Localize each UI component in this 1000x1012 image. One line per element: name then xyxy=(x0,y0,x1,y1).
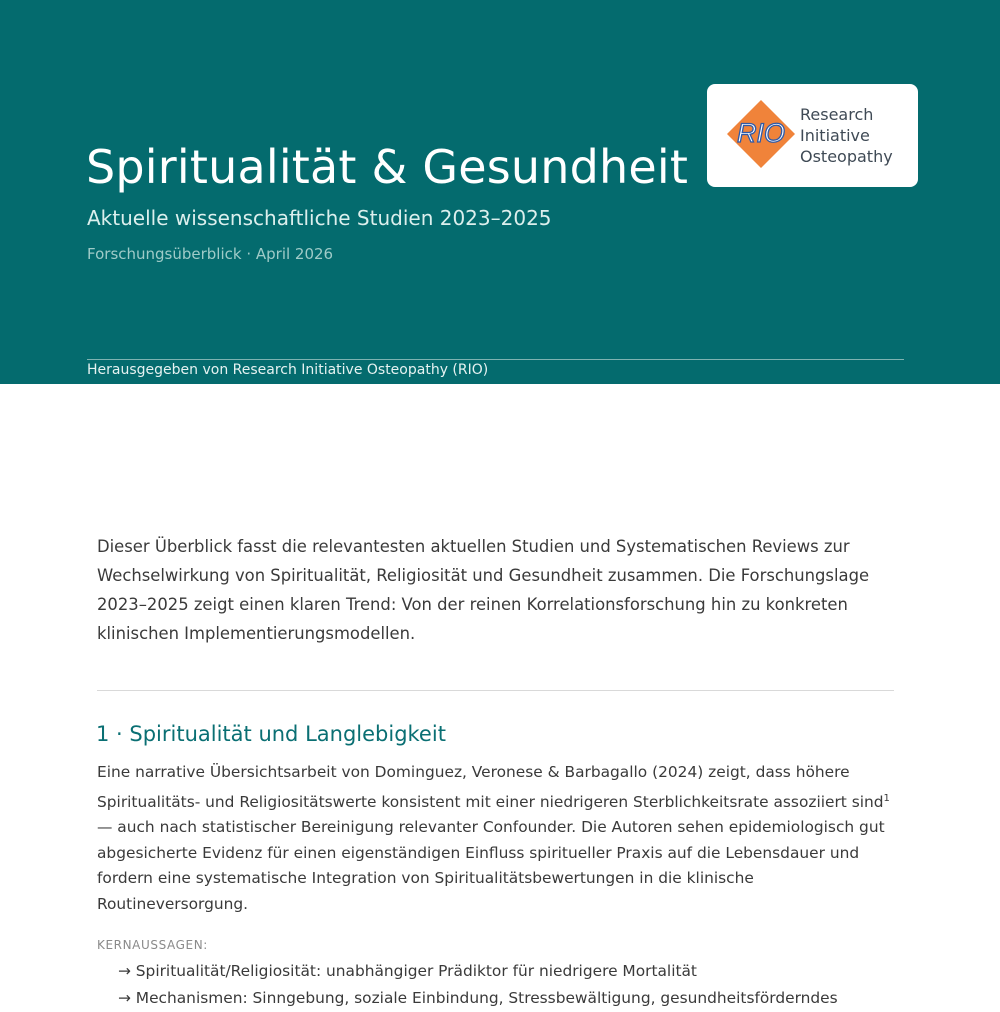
section-divider xyxy=(97,690,894,691)
header-divider xyxy=(87,359,904,360)
logo-line-initiative: Initiative xyxy=(800,126,870,145)
section-body-longevity xyxy=(97,760,897,917)
logo-line-research: Research xyxy=(800,105,874,124)
section-body-part1: Eine narrative Übersichtsarbeit von Dominguez, Veronese & Barbagallo (2024) zeigt, dass höhere Spiritualitäts- und Religiositätswerte konsistent mit einer niedrigeren Sterblichkeitsrate assoziiert sind xyxy=(97,763,884,811)
key-points-label: KERNAUSSAGEN: xyxy=(97,938,208,952)
section-heading-longevity: 1 · Spiritualität und Langlebigkeit xyxy=(96,722,446,746)
rio-logo-icon xyxy=(725,98,797,170)
key-points-list xyxy=(118,958,838,1012)
intro-section xyxy=(97,532,897,648)
report-meta: Forschungsüberblick · April 2026 xyxy=(87,245,334,263)
footnote-marker[interactable]: 1 xyxy=(883,792,890,804)
rio-logo-card xyxy=(707,84,918,187)
intro-paragraph: Dieser Überblick fasst die relevantesten aktuellen Studien und Systematischen Reviews zur Wechselwirkung von Spiritualität, Religiosität und Gesundheit zusammen. Die Forschungslage 2023–2025 zeigt einen klaren Trend: Von der reinen Korrelationsforschung hin zu konkreten klinischen Implementierungsmodellen. xyxy=(97,537,870,643)
report-header xyxy=(0,0,1000,384)
list-item: → Spiritualität/Religiosität: unabhängiger Prädiktor für niedrigere Mortalität xyxy=(118,962,697,980)
page-title: Spiritualität & Gesundheit xyxy=(86,140,689,194)
logo-line-osteopathy: Osteopathy xyxy=(800,147,893,166)
section-body-part2: — auch nach statistischer Bereinigung relevanter Confounder. Die Autoren sehen epidemiologisch gut abgesicherte Evidenz für einen eigenständigen Einfluss spiritueller Praxis auf die Lebensdauer und fordern eine systematische Integration von Spiritualitätsbewertungen in die klinische Routineversorgung. xyxy=(97,818,885,913)
rio-logo-mark-text: RIO xyxy=(736,118,786,148)
list-item: → Mechanismen: Sinngebung, soziale Einbindung, Stressbewältigung, gesundheitsförderndes xyxy=(118,989,838,1007)
logo-wordmark xyxy=(800,104,893,167)
page-subtitle: Aktuelle wissenschaftliche Studien 2023–2025 xyxy=(87,206,552,230)
publisher-line: Herausgegeben von Research Initiative Osteopathy (RIO) xyxy=(87,362,489,378)
